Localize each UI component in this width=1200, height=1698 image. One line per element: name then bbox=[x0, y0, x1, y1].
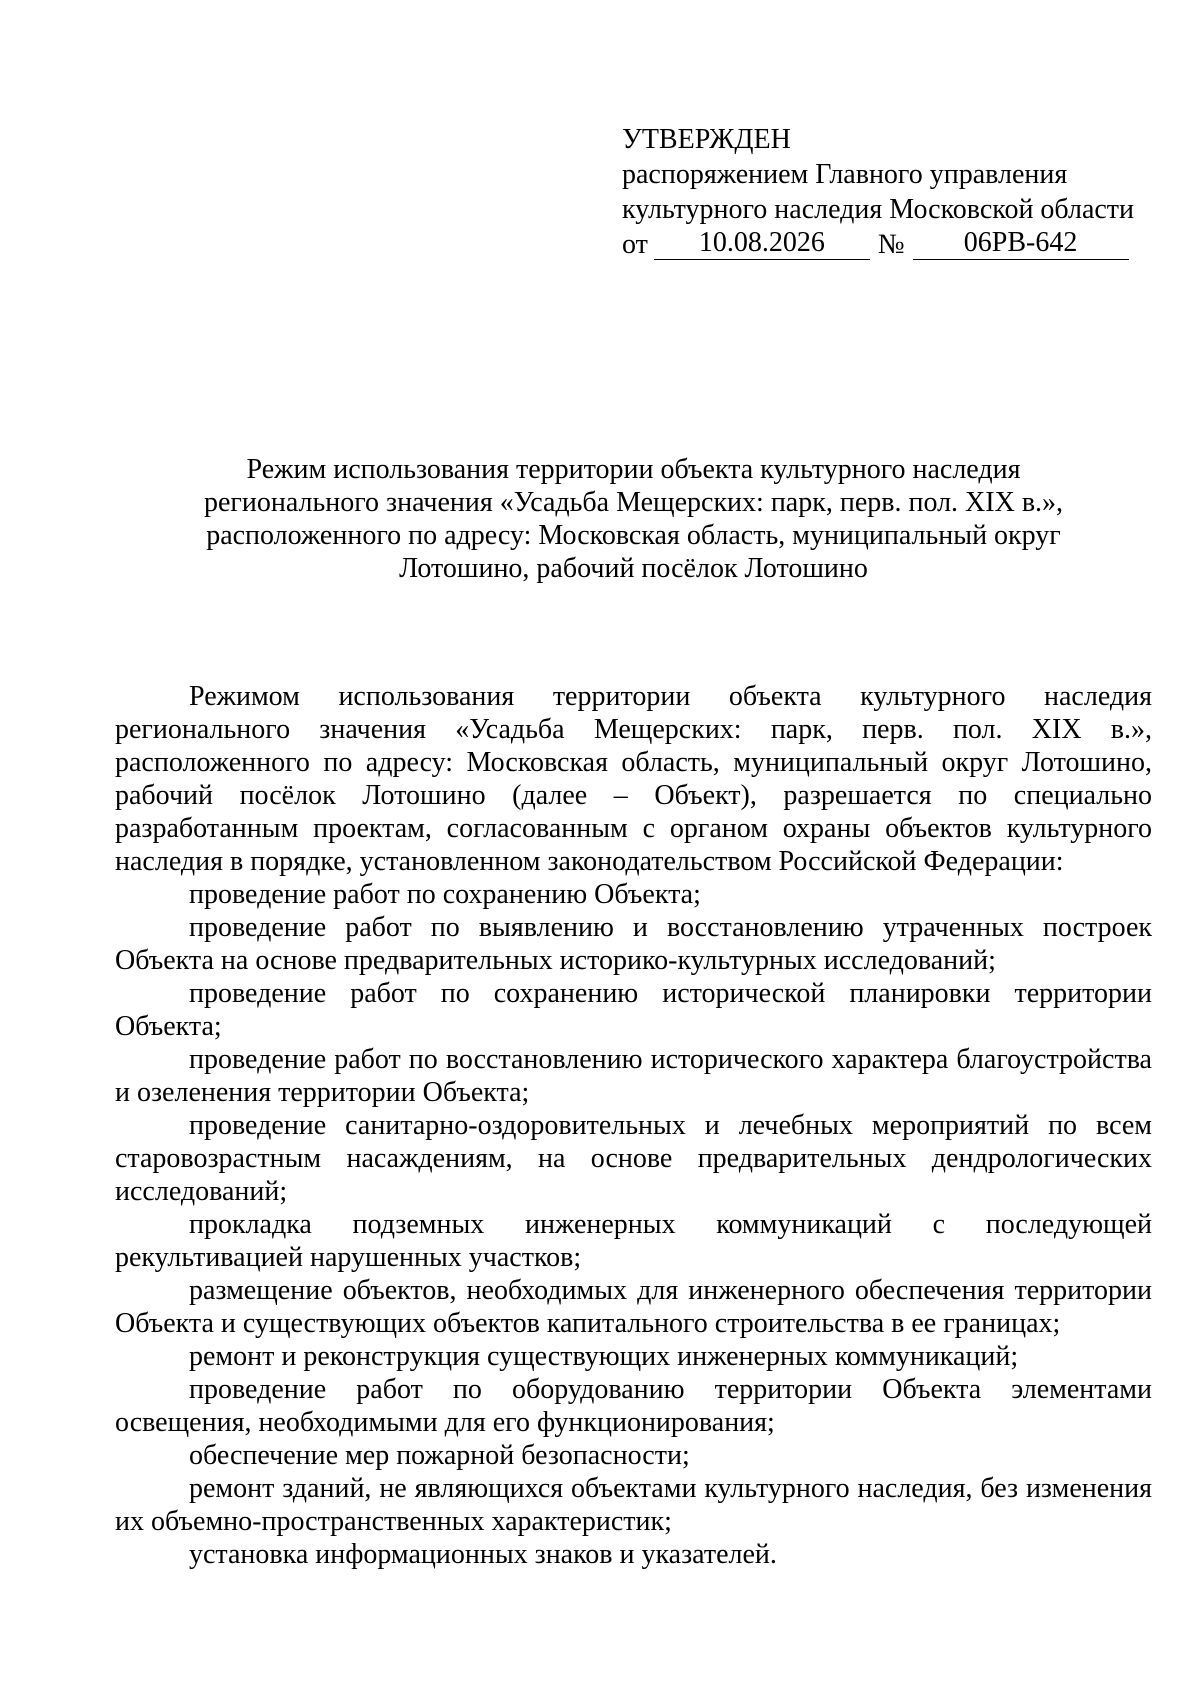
title-line: регионального значения «Усадьба Мещерских: парк, перв. пол. XIX в.», bbox=[203, 487, 1064, 518]
approval-stamp-block bbox=[622, 122, 1142, 262]
title-line: Лотошино, рабочий посёлок Лотошино bbox=[399, 553, 868, 584]
document-body bbox=[115, 680, 1152, 1571]
list-item: проведение работ по восстановлению исторического характера благоустройства и озеленения территории Объекта; bbox=[115, 1044, 1152, 1108]
list-item: обеспечение мер пожарной безопасности; bbox=[189, 1440, 690, 1471]
from-label: от bbox=[622, 229, 648, 260]
list-item: проведение санитарно-оздоровительных и лечебных мероприятий по всем старовозрастным насаждениям, на основе предварительных дендрологических исследований; bbox=[115, 1110, 1152, 1207]
approval-number: 06РВ-642 bbox=[913, 229, 1129, 260]
title-line: Режим использования территории объекта культурного наследия bbox=[246, 454, 1021, 485]
list-item: проведение работ по сохранению Объекта; bbox=[189, 879, 701, 910]
list-item: проведение работ по выявлению и восстановлению утраченных построек Объекта на основе предварительных историко-культурных исследований; bbox=[115, 912, 1152, 976]
approval-date-number-line bbox=[622, 227, 1142, 262]
number-label: № bbox=[877, 229, 905, 260]
list-item: размещение объектов, необходимых для инженерного обеспечения территории Объекта и существующих объектов капитального строительства в ее границах; bbox=[115, 1275, 1152, 1339]
list-item: проведение работ по оборудованию территории Объекта элементами освещения, необходимыми для его функционирования; bbox=[115, 1374, 1152, 1438]
approval-line-2: культурного наследия Московской области bbox=[622, 194, 1135, 225]
list-item: проведение работ по сохранению исторической планировки территории Объекта; bbox=[115, 978, 1152, 1042]
intro-paragraph: Режимом использования территории объекта культурного наследия регионального значения «Усадьба Мещерских: парк, перв. пол. XIX в.», расположенного по адресу: Московская область, муниципальный округ Лотошино, рабочий посёлок Лотошино (далее – Объект), разрешается по специально разработанным проектам, согласованным с органом охраны объектов культурного наследия в порядке, установленном законодательством Российской Федерации: bbox=[115, 681, 1152, 877]
approval-line-1: распоряжением Главного управления bbox=[622, 159, 1068, 190]
approval-date: 10.08.2026 bbox=[654, 229, 870, 260]
title-line: расположенного по адресу: Московская область, муниципальный округ bbox=[206, 520, 1061, 551]
list-item: ремонт зданий, не являющихся объектами культурного наследия, без изменения их объемно-пространственных характеристик; bbox=[115, 1473, 1152, 1537]
document-title bbox=[115, 453, 1152, 585]
list-item: прокладка подземных инженерных коммуникаций с последующей рекультивацией нарушенных участков; bbox=[115, 1209, 1152, 1273]
list-item: ремонт и реконструкция существующих инженерных коммуникаций; bbox=[189, 1341, 1019, 1372]
approval-heading: УТВЕРЖДЕН bbox=[622, 124, 791, 155]
list-item: установка информационных знаков и указателей. bbox=[189, 1539, 777, 1570]
